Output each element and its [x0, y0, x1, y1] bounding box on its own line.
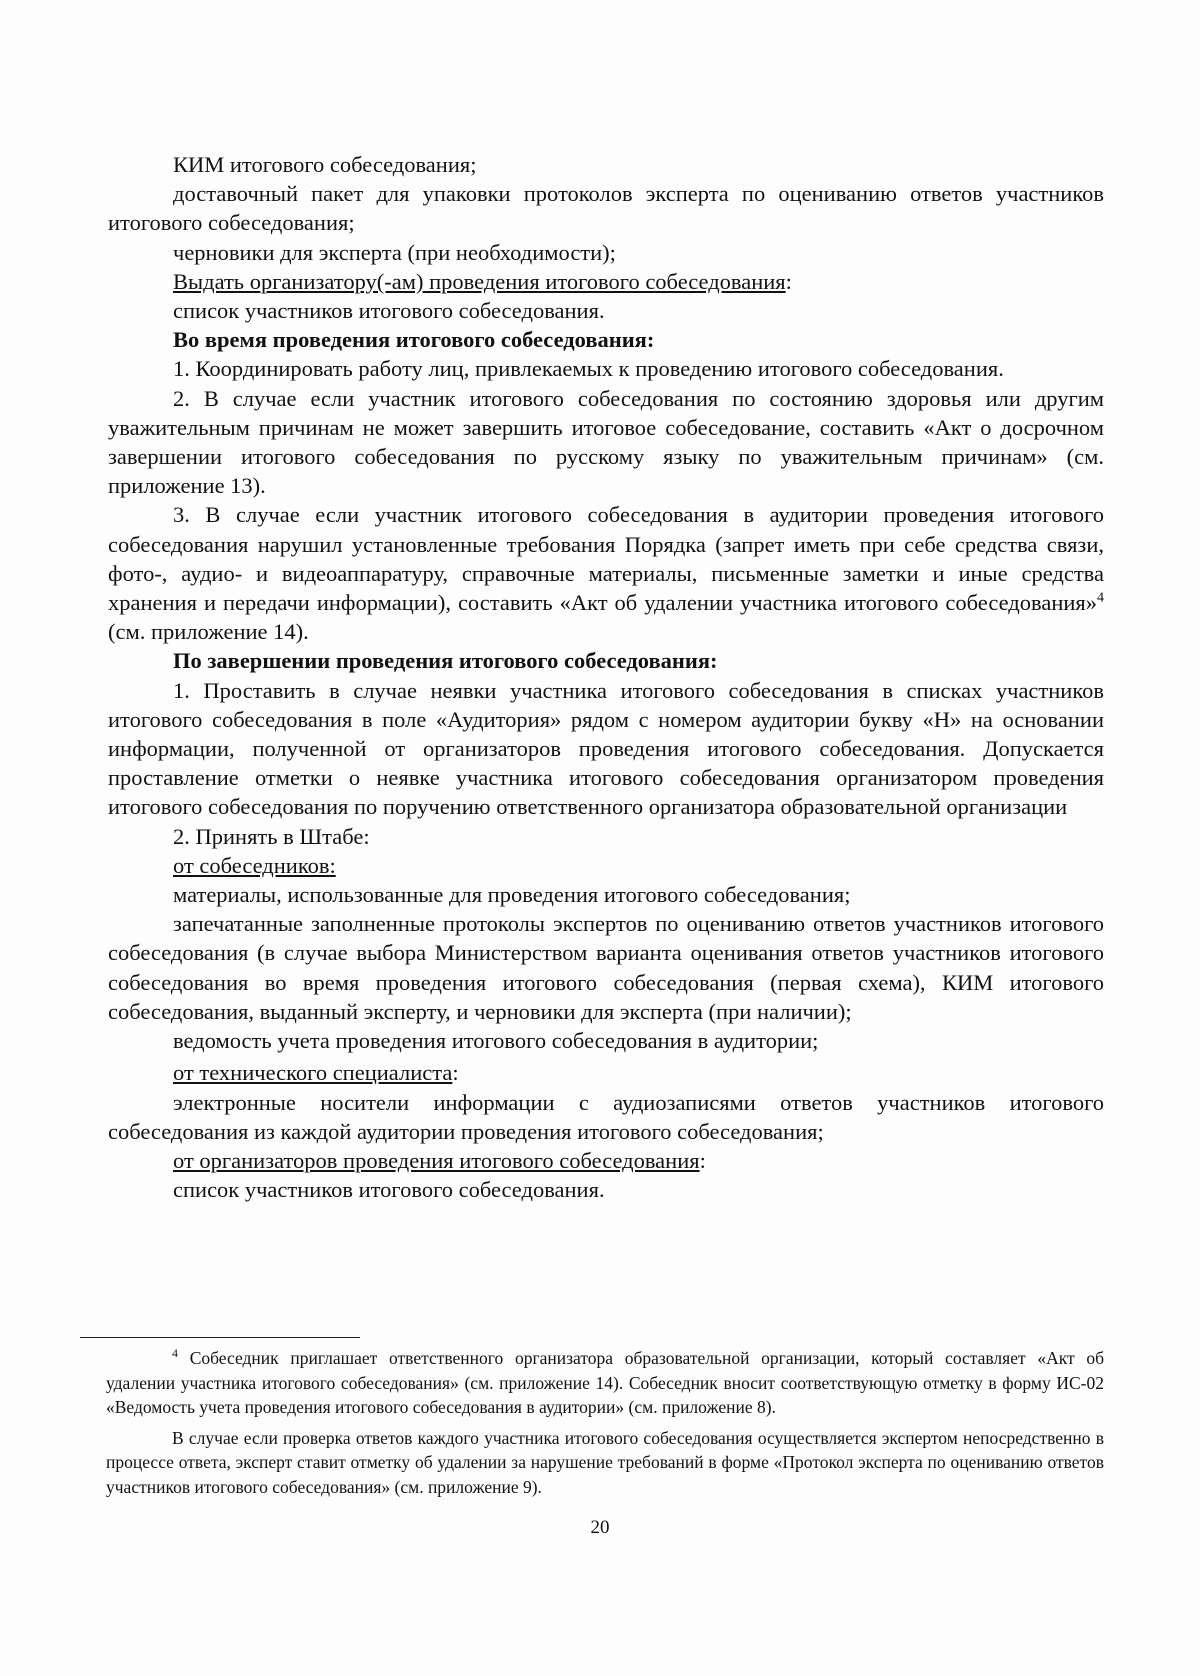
footnotes — [106, 1346, 1104, 1500]
paragraph-text: 3. В случае если участник итогового собеседования в аудитории проведения итогового собеседования нарушил установленные требования Порядка (запрет иметь при себе средства связи, фото-, аудио- и видеоаппаратуру, справочные материалы, письменные заметки и иные средства хранения и передачи информации), составить «Акт об удалении участника итогового собеседования» — [108, 502, 1104, 616]
underlined-heading: от собеседников: — [173, 852, 336, 878]
underlined-heading: Выдать организатору(-ам) проведения итогового собеседования — [173, 268, 786, 294]
paragraph: черновики для эксперта (при необходимости); — [173, 239, 616, 265]
paragraph: список участников итогового собеседования. — [173, 1177, 605, 1203]
heading-colon: : — [699, 1147, 706, 1173]
paragraph: ведомость учета проведения итогового собеседования в аудитории; — [173, 1028, 819, 1054]
paragraph-underlined — [108, 1146, 1104, 1175]
footnote-reference: 4 — [1097, 590, 1104, 606]
paragraph-underlined — [108, 267, 1104, 296]
paragraph: доставочный пакет для упаковки протоколов эксперта по оцениванию ответов участников итогового собеседования; — [108, 181, 1104, 236]
paragraph-underlined — [108, 851, 1104, 880]
paragraph: 1. Координировать работу лиц, привлекаемых к проведению итогового собеседования. — [173, 356, 1004, 382]
paragraph-underlined — [108, 1058, 1104, 1087]
paragraph: 1. Проставить в случае неявки участника итогового собеседования в списках участников итогового собеседования в поле «Аудитория» рядом с номером аудитории букву «Н» на основании информации, полученной от организаторов проведения итогового собеседования. Допускается проставление отметки о неявке участника итогового собеседования организатором проведения итогового собеседования по поручению ответственного организатора образовательной организации — [108, 677, 1104, 820]
paragraph: 2. В случае если участник итогового собеседования по состоянию здоровья или другим уважительным причинам не может завершить итоговое собеседование, составить «Акт о досрочном завершении итогового собеседования по русскому языку по уважительным причинам» (см. приложение 13). — [108, 385, 1104, 499]
paragraph: КИМ итогового собеседования; — [173, 152, 477, 177]
paragraph: материалы, использованные для проведения итогового собеседования; — [173, 882, 851, 908]
heading-colon: : — [452, 1060, 459, 1086]
footnote — [106, 1346, 1104, 1420]
paragraph-with-footnote — [108, 500, 1104, 646]
page-number: 20 — [590, 1517, 610, 1538]
paragraph: 2. Принять в Штабе: — [173, 823, 370, 849]
footnote: В случае если проверка ответов каждого участника итогового собеседования осуществляется экспертом непосредственно в процессе ответа, эксперт ставит отметку об удалении за нарушение требований в форме «Протокол эксперта по оцениванию ответов участников итогового собеседования» (см. приложение 9). — [106, 1427, 1104, 1497]
footnote-text: Собеседник приглашает ответственного организатора образовательной организации, который составляет «Акт об удалении участника итогового собеседования» (см. приложение 14). Собеседник вносит соответствующую отметку в форму ИС-02 «Ведомость учета проведения итогового собеседования в аудитории» (см. приложение 8). — [106, 1348, 1104, 1418]
paragraph: запечатанные заполненные протоколы экспертов по оцениванию ответов участников итогового собеседования (в случае выбора Министерством варианта оценивания ответов участников итогового собеседования во время проведения итогового собеседования (первая схема), КИМ итогового собеседования, выданный эксперту, и черновики для эксперта (при наличии); — [108, 911, 1104, 1024]
heading-colon: : — [785, 268, 792, 294]
underlined-heading: от организаторов проведения итогового собеседования — [173, 1147, 700, 1173]
footnote-divider — [80, 1337, 360, 1338]
underlined-heading: от технического специалиста — [173, 1060, 453, 1086]
section-heading: Во время проведения итогового собеседования: — [173, 327, 655, 353]
main-text — [108, 150, 1104, 1204]
paragraph: список участников итогового собеседования. — [173, 298, 605, 324]
paragraph: электронные носители информации с аудиозаписями ответов участников итогового собеседования из каждой аудитории проведения итогового собеседования; — [108, 1089, 1104, 1144]
section-heading: По завершении проведения итогового собеседования: — [173, 648, 718, 674]
paragraph-text: (см. приложение 14). — [108, 619, 309, 645]
footnote-marker: 4 — [172, 1346, 178, 1361]
